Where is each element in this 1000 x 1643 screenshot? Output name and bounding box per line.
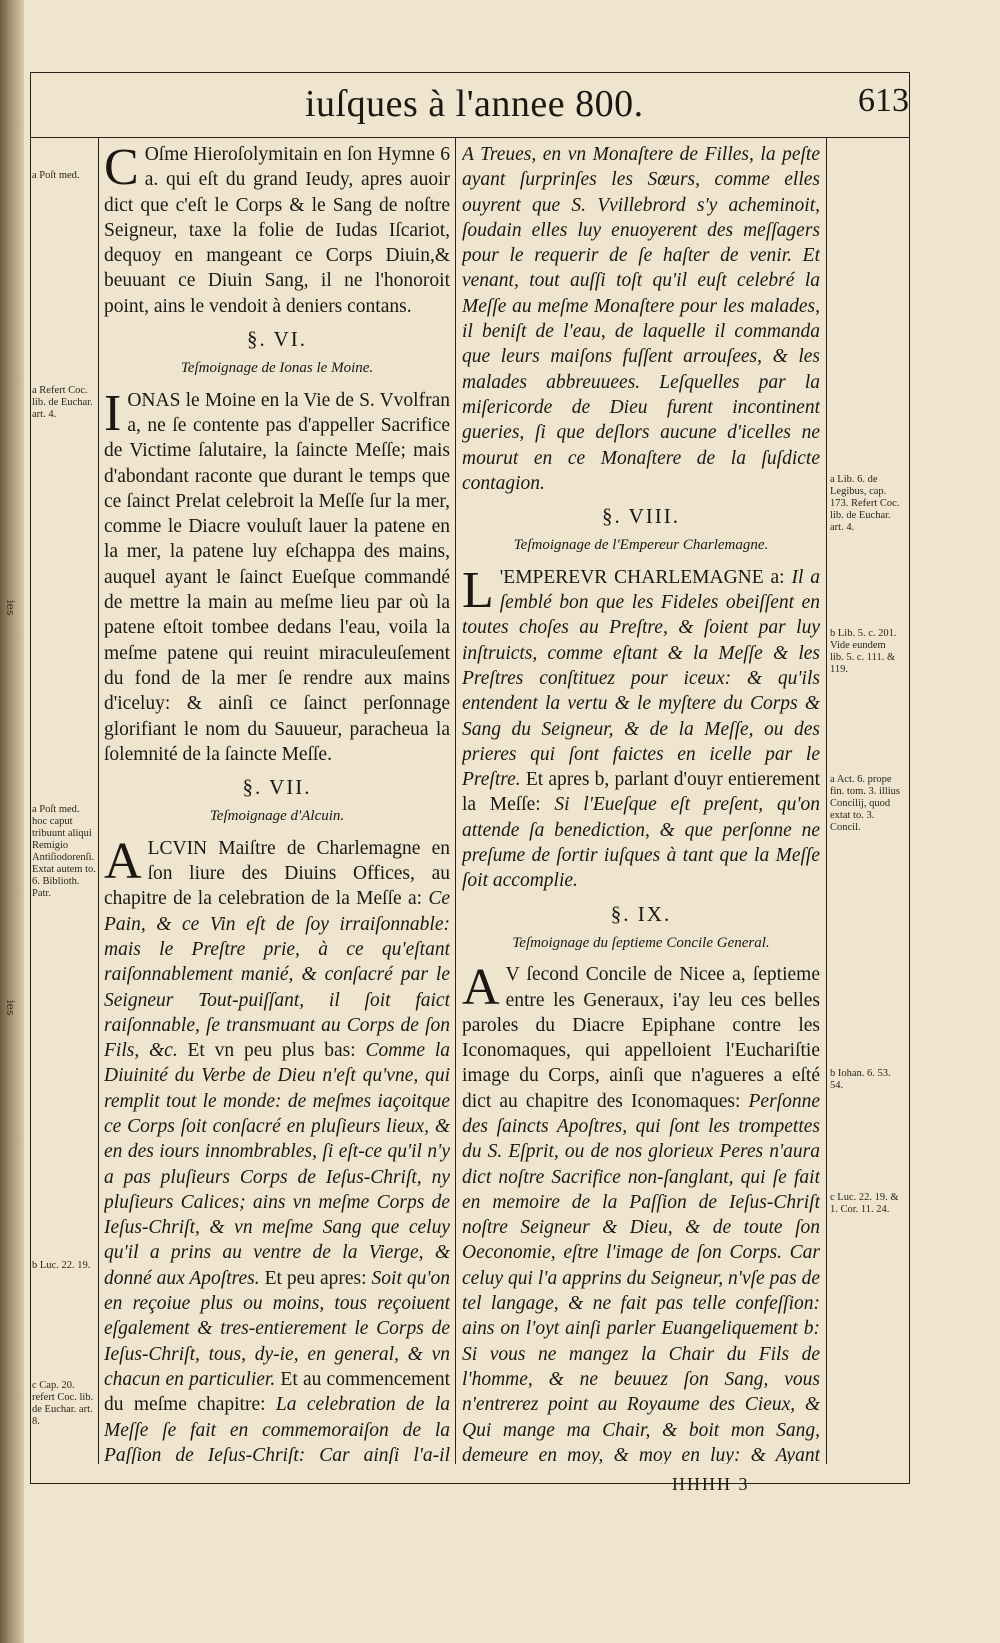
running-title: iuſques à l'annee 800. — [305, 83, 644, 125]
paragraph-concile — [462, 959, 820, 1464]
right-margin-rule — [826, 138, 827, 1464]
drop-cap: I — [104, 384, 122, 442]
binding-gutter — [0, 0, 24, 1643]
margin-note: a Poſt med. — [32, 170, 80, 181]
paragraph-text: Oſme Hieroſolymitain en ſon Hymne 6 a. qui eſt du grand Ieudy, apres auoir dict que c'eſt le Corps & le Sang de noſtre Seigneur, taxe la folie de Iudas Iſcariot, dequoy en mangeant ce Corps Diuin,& beuuant ce Diuin Sang, il ne l'honoroit point, ains le vendoit à deniers contans. — [104, 144, 450, 317]
page-number: 613 — [858, 82, 909, 119]
text-run: 'EMPEREVR CHARLEMAGNE a: — [499, 566, 792, 588]
text-run: V ſecond Concile de Nicee a, ſeptieme entre les Generaux, i'ay leu ces belles paroles du Diacre Epiphane contre les Iconomaques, qui appelloient l'Euchariſtie image du Corps, ainſi que n'agueres a eſté dict au chapitre des Iconomaques: — [462, 964, 820, 1112]
quote-run: Comme la Diuinité du Verbe de Dieu n'eſt qu'vne, qui remplit tout le monde: de meſmes iaçoitque ce Corps ſoit conſacré en pluſieurs lieux, & en des iours innombrables, ſi eſt-ce qu'il n'y a pas pluſieurs Corps de Ieſus-Chriſt, ny pluſieurs Calices; ains vn meſme Corps de Ieſus-Chriſt, & vn meſme Sang que celuy qu'il a prins au ventre de la Vierge, & donné aux Apoſtres. — [104, 1040, 450, 1289]
quote-run: La celebration de la Meſſe ſe fait en commemoraiſon de la Paſſion de Ieſus-Chriſt: Car ainſi l'a-il — [104, 1394, 450, 1464]
right-column — [462, 142, 820, 1464]
section-subtitle: Teſmoignage du ſeptieme Concile General. — [512, 934, 770, 951]
drop-cap: A — [462, 959, 500, 1017]
quote-run: Ce Pain, & ce Vin eſt de ſoy irraiſonnable: mais le Preſtre prie, à ce qu'eſtant raiſonnablement manié, & conſacré par le Seigneur Tout-puiſſant, il ſoit faict raiſonnable, ſe transmuant au Corps de ſon Fils, &c. — [104, 888, 450, 1062]
quote-run: Perſonne des ſaincts Apoſtres, qui ſont les trompettes du S. Eſprit, ou de nos glorieux Peres n'aura dict noſtre Sacrifice non-ſanglant, qui ſe fait en memoire de la Paſſion de Ieſus-Chriſt noſtre Seigneur & Dieu, & de toute ſon Oeconomie, eſtre l'image de ſon Corps. Car celuy qui l'a apprins du Seigneur, n'vſe pas de tel langage, & ne fait pas telle confeſſion: ains on l'oyt ainſi parler Euangeliquement b: Si vous ne mangez la Chair du Fils de l'homme, & ne beuuez ſon Sang, vous n'entrerez point au Royaume des Cieux, & Qui mange ma Chair, & boit mon Sang, demeure en moy, & moy en luy: & Ayant — [462, 1090, 820, 1464]
margin-note: b Luc. 22. 19. — [32, 1260, 91, 1271]
text-run: Et apres b, parlant d'ouyr entierement la Meſſe: — [462, 769, 820, 816]
margin-note: a Poſt med. hoc caput tribuunt aliqui Remigio Antiſiodorenſi. Extat autem to. 6. Biblioth. Patr. — [32, 804, 96, 899]
text-run: LCVIN Maiſtre de Charlemagne en ſon liure des Diuins Offices, au chapitre de la celebration de la Meſſe a: — [104, 837, 450, 910]
section-subtitle: Teſmoignage d'Alcuin. — [209, 808, 345, 825]
catchword-signature: HHHH 3 — [672, 1474, 750, 1494]
text-run: Et vn peu plus bas: — [177, 1040, 366, 1062]
left-column — [104, 142, 450, 1464]
paragraph-treues: A Treues, en vn Monaſtere de Filles, la peſte ayant ſurprinſes les Sœurs, comme elles ouyrent que S. Vvillebrord s'y acheminoit, ſoudain elles luy enuoyerent des meſſagers pour le requerir de ſe haſter de venir. Et venant, tout auſſi toſt qu'il euſt celebré la Meſſe au meſme Monaſtere pour les malades, il beniſt de l'eau, de laquelle il commanda que leurs maiſons fuſſent arrouſees, & les malades abbreuuees. Leſquelles par la miſericorde de Dieu furent incontinent gueries, ſi que deſlors aucune d'icelles ne mourut en ce Monaſtere de la ſuſdicte contagion. — [462, 144, 820, 494]
drop-cap: C — [104, 142, 139, 196]
paragraph-cosme — [104, 142, 450, 319]
margin-note: a Refert Coc. lib. de Euchar. art. 4. — [32, 385, 93, 420]
section-heading: §. VII. — [242, 775, 312, 800]
drop-cap: L — [462, 561, 494, 619]
section-subtitle: Teſmoignage de Ionas le Moine. — [180, 360, 374, 377]
text-run: Et au commencement du meſme chapitre: — [104, 1368, 450, 1416]
gutter-text: ies — [4, 1000, 17, 1016]
paragraph-alcuin — [104, 832, 450, 1464]
section-heading: §. IX. — [610, 901, 672, 926]
paragraph-charlemagne — [462, 561, 820, 894]
column-divider — [455, 138, 456, 1464]
margin-note: c Cap. 20. refert Coc. lib. de Euchar. art. 8. — [32, 1380, 94, 1427]
header-rule — [30, 137, 910, 138]
paragraph-ionas — [104, 384, 450, 767]
section-heading: §. VIII. — [601, 504, 680, 529]
left-margin-rule — [98, 138, 99, 1464]
margin-note: b Lib. 5. c. 201. Vide eundem lib. 5. c. 111. & 119. — [830, 628, 897, 675]
quote-run: Soit qu'on en reçoiue plus ou moins, tous reçoiuent eſgalement & tres-entierement le Corps de Ieſus-Chriſt, tous, dy-ie, en general, & vn chacun en particulier. — [104, 1267, 450, 1390]
section-heading: §. VI. — [246, 327, 308, 352]
quote-run: Si l'Eueſque eſt preſent, qu'on attende ſa benediction, & que perſonne ne preſume de ſortir iuſques à tant que la Meſſe ſoit accomplie. — [462, 794, 820, 892]
quote-run: Il a ſemblé bon que les Fideles obeiſſent en toutes choſes au Preſtre, & ſoient par luy inſtruicts, comme eſtant & la Meſſe & les Preſtres conſtituez pour iceux: & qu'ils entendent la vertu & le myſtere du Corps & Sang du Seigneur, & de la Meſſe, ou des prieres qui ſont faictes en icelle par le Preſtre. — [462, 566, 820, 791]
margin-note: a Act. 6. prope fin. tom. 3. illius Concilij, quod extat to. 3. Concil. — [830, 774, 901, 833]
text-run: Et peu apres: — [259, 1267, 372, 1289]
margin-note: c Luc. 22. 19. & 1. Cor. 11. 24. — [830, 1192, 899, 1215]
gutter-text: ies — [4, 600, 17, 616]
paragraph-text: ONAS le Moine en la Vie de S. Vvolfran a, ne ſe contente pas d'appeller Sacrifice de Victime ſalutaire, la ſaincte Meſſe; mais d'abondant raconte que durant le temps que ce ſainct Prelat celebroit la Meſſe ſur la mer, comme le Diacre vouluſt lauer la patene en la mer, la patene luy eſchappa des mains, auquel ayant le ſainct Eueſque commandé de mettre la main au meſme lieu par où la patene eſtoit tombee dedans l'eau, voila la meſme patene qui reuint miraculeuſement du fond de la mer ſe rendre aux mains d'iceluy: & ainſi ce ſainct perſonnage glorifiant le nom du Sauueur, paracheua la ſolemnité de la ſaincte Meſſe. — [104, 389, 450, 765]
section-subtitle: Teſmoignage de l'Empereur Charlemagne. — [513, 537, 769, 554]
margin-note: a Lib. 6. de Legibus, cap. 173. Refert Coc. lib. de Euchar. art. 4. — [830, 474, 900, 533]
drop-cap: A — [104, 832, 142, 890]
margin-note: b Iohan. 6. 53. 54. — [830, 1068, 891, 1091]
